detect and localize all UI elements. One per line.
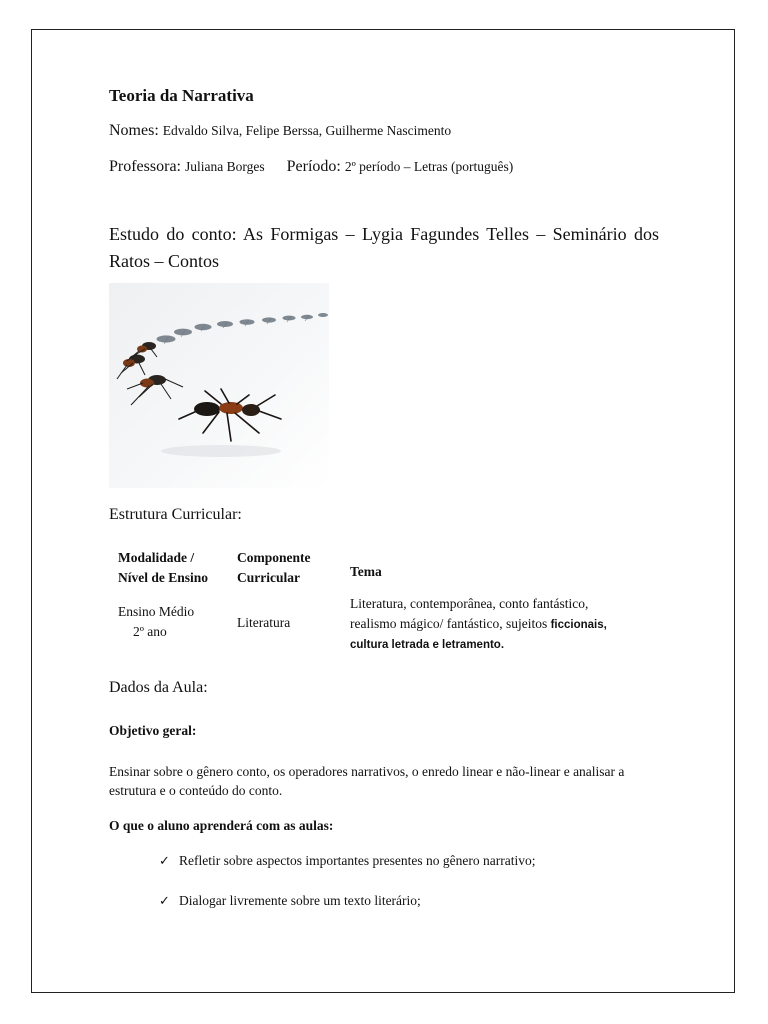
curriculum-heading: Estrutura Curricular: (109, 506, 242, 523)
ants-illustration (109, 283, 329, 488)
col-header-tema: Tema (350, 564, 382, 579)
names-label: Nomes: (109, 122, 159, 139)
col-header-componente: Componente Curricular (237, 550, 311, 585)
professor-label: Professora: (109, 158, 181, 175)
list-item: ✓ Refletir sobre aspectos importantes presentes no gênero narrativo; (159, 853, 536, 869)
professor-line (109, 158, 513, 176)
cell-tema: Literatura, contemporânea, conto fantástico, realismo mágico/ fantástico, sujeitos ficcionais, cultura letrada e letramento. (350, 596, 607, 651)
objetivo-text: Ensinar sobre o gênero conto, os operadores narrativos, o enredo linear e não-linear e analisar a estrutura e o conteúdo do conto. (109, 764, 625, 798)
study-title: Estudo do conto: As Formigas – Lygia Fagundes Telles – Seminário dos Ratos – Contos (109, 224, 659, 271)
names-value: Edvaldo Silva, Felipe Berssa, Guilherme Nascimento (162, 123, 452, 138)
aprendera-label: O que o aluno aprenderá com as aulas: (109, 818, 334, 833)
period-label: Período: (286, 158, 341, 175)
period-value: 2º período – Letras (português) (344, 159, 514, 174)
cell-modalidade: Ensino Médio 2º ano (118, 604, 195, 639)
col-header-modalidade: Modalidade / Nível de Ensino (118, 550, 209, 585)
list-item: ✓ Dialogar livremente sobre um texto literário; (159, 893, 421, 909)
document-title: Teoria da Narrativa (109, 86, 254, 105)
aula-heading: Dados da Aula: (109, 679, 208, 696)
cell-componente: Literatura (237, 615, 291, 630)
check-icon: ✓ (159, 854, 170, 869)
check-icon: ✓ (159, 894, 170, 909)
names-line (109, 122, 451, 140)
professor-value: Juliana Borges (184, 159, 265, 174)
objetivo-label: Objetivo geral: (109, 723, 197, 738)
